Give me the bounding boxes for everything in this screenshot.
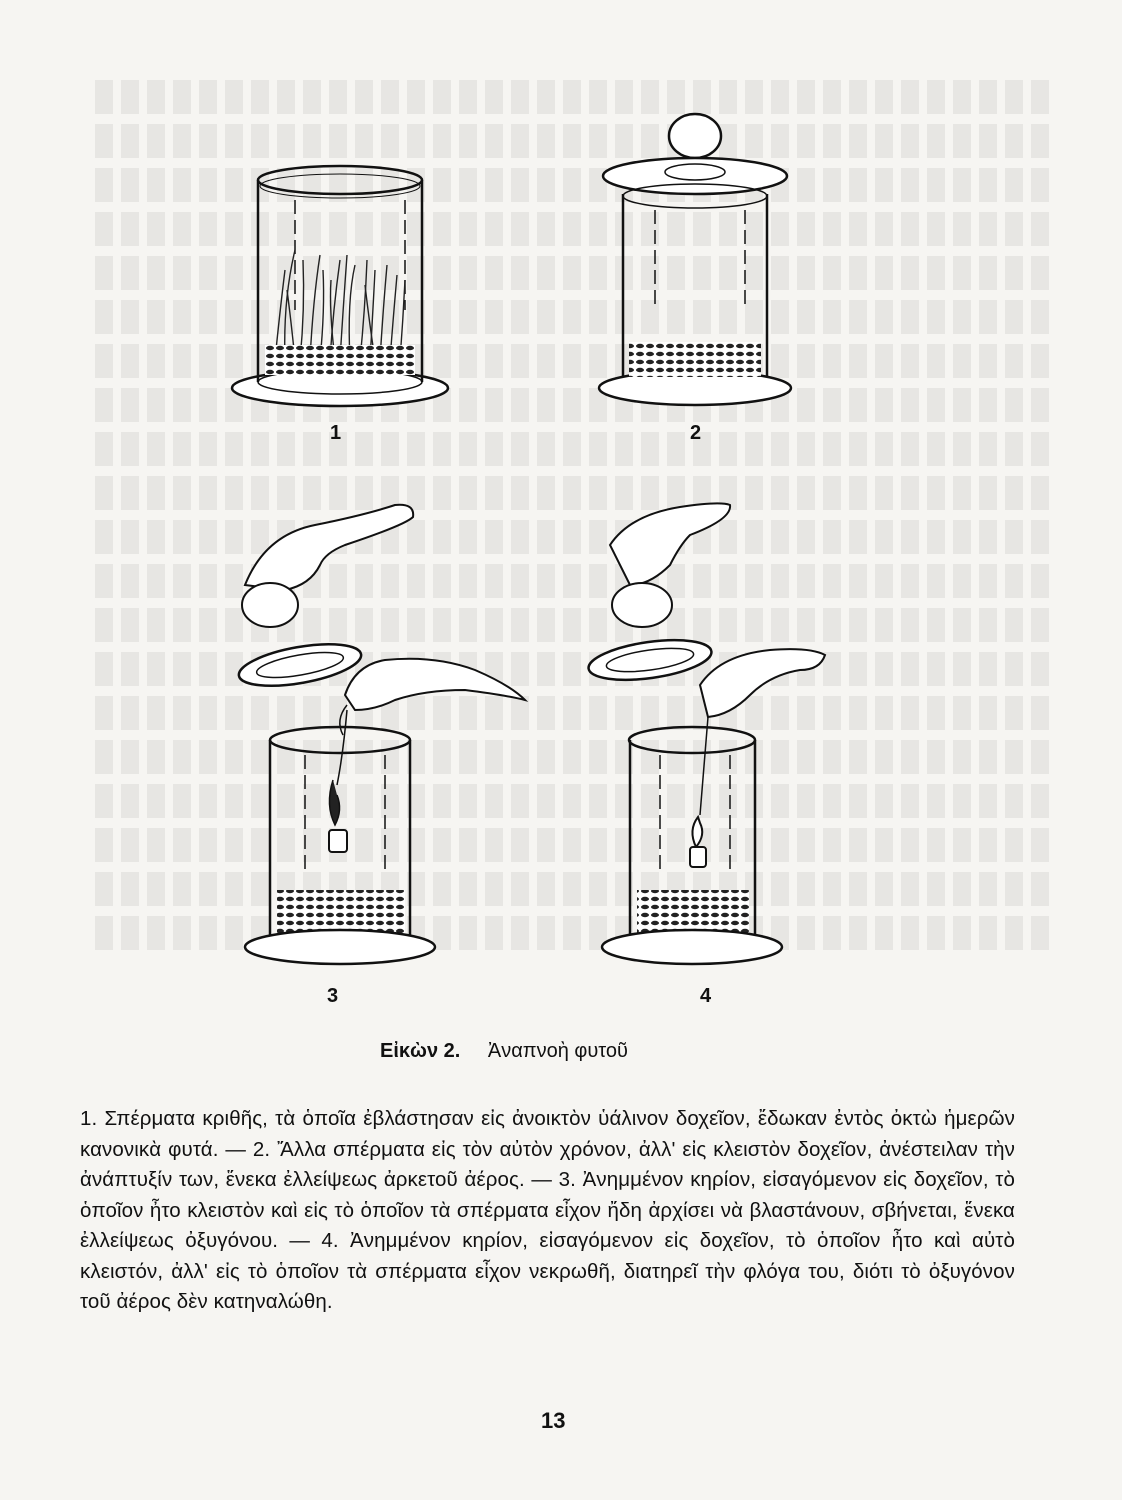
figure-candle-burning <box>580 495 820 975</box>
figure-description-paragraph: 1. Σπέρματα κριθῆς, τὰ ὁποῖα ἐβλάστησαν εἰς ἀνοικτὸν ὑάλινον δοχεῖον, ἔδωκαν ἐντὸς ὀκτὼ ἡμερῶν κανονικὰ φυτά. — 2. Ἄλλα σπέρματα εἰς τὸν αὐτὸν χρόνον, ἀλλ' εἰς κλειστὸν δοχεῖον, ἀνέστειλαν τὴν ἀνάπτυξίν των, ἕνεκα ἐλλείψεως ἀρκετοῦ ἀέρος. — 3. Ἀνημμένον κηρίον, εἰσαγόμενον εἰς δοχεῖον, τὸ ὁποῖον ἦτο κλειστὸν καὶ εἰς τὸ ὁποῖον τὰ σπέρματα εἶχον ἤδη ἀρχίσει νὰ βλαστάνουν, σβήνεται, ἕνεκα ἐλλείψεως ὀξυγόνου. — 4. Ἀνημμένον κηρίον, εἰσαγόμενον εἰς δοχεῖον, τὸ ὁποῖον ἦτο καὶ αὐτὸ κλειστόν, ἀλλ' εἰς τὸ ὁποῖον τὰ σπέρματα εἶχον νεκρωθῆ, διατηρεῖ τὴν φλόγα του, διότι τὸ ὀξυγόνον τοῦ ἀέρος δὲν κατηναλώθη. <box>80 1107 1015 1313</box>
caption-label: Εἰκὼν 2. <box>380 1040 461 1062</box>
figure-caption <box>380 1040 628 1063</box>
panel-number-1: 1 <box>330 422 342 444</box>
figure-open-jar-sprouts <box>225 160 455 410</box>
panel-number-2: 2 <box>690 422 702 444</box>
panel-number-4: 4 <box>700 985 712 1007</box>
page-number: 13 <box>541 1408 566 1433</box>
panel-number-3: 3 <box>327 985 339 1007</box>
figure-closed-jar-seeds <box>595 110 795 410</box>
caption-title: Ἀναπνοὴ φυτοῦ <box>487 1040 628 1062</box>
figure-candle-extinguished <box>225 495 525 975</box>
